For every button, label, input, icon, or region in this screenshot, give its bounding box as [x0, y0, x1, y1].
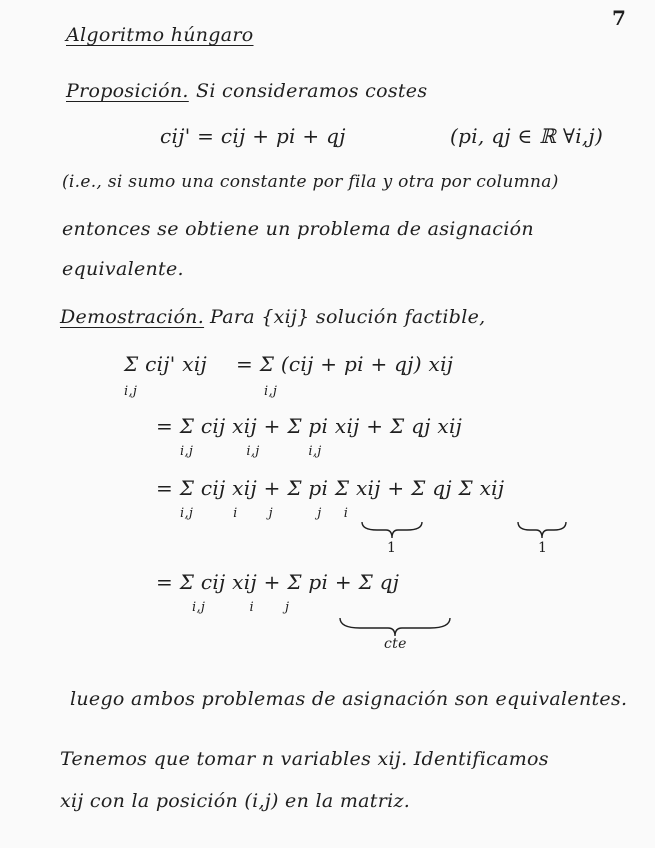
proof-eq2-subs: i,j i,j i,j: [180, 444, 322, 459]
proposition-line4: equivalente.: [62, 258, 184, 280]
proposition-line1: Si consideramos costes: [196, 80, 428, 102]
proof-eq1-rhs-sub: i,j: [264, 384, 278, 399]
brace-cte: cte: [384, 636, 407, 652]
brace-one-a: 1: [387, 540, 397, 556]
proof-label: Demostración.: [60, 306, 205, 328]
proposition-formula: cij' = cij + pi + qj: [160, 124, 346, 148]
brace-one-b: 1: [538, 540, 548, 556]
brace-constant: [340, 616, 450, 638]
proof-eq3-subs: i,j i j j i: [180, 506, 349, 521]
proof-eq1-lhs-sub: i,j: [124, 384, 138, 399]
proposition-line3: entonces se obtiene un problema de asignación: [62, 218, 534, 240]
conclusion-line2: Tenemos que tomar n variables xij. Identificamos: [60, 748, 549, 770]
proposition-condition: (pi, qj ∈ ℝ ∀i,j): [450, 124, 604, 148]
page-number: 7: [612, 6, 627, 30]
proof-eq2: = Σ cij xij + Σ pi xij + Σ qj xij: [156, 414, 463, 438]
proof-eq1-rhs: = Σ (cij + pi + qj) xij: [236, 352, 454, 376]
proof-intro: Para {xij} solución factible,: [210, 306, 486, 328]
brace-sum-j: [362, 520, 422, 540]
conclusion-line3: xij con la posición (i,j) en la matriz.: [60, 790, 411, 812]
proposition-label: Proposición.: [66, 80, 189, 102]
conclusion-line1: luego ambos problemas de asignación son equivalentes.: [70, 688, 628, 710]
proof-eq3: = Σ cij xij + Σ pi Σ xij + Σ qj Σ xij: [156, 476, 505, 500]
brace-sum-i: [518, 520, 566, 540]
proof-eq4: = Σ cij xij + Σ pi + Σ qj: [156, 570, 400, 594]
page-title: Algoritmo húngaro: [66, 24, 254, 46]
proposition-line2: (i.e., si sumo una constante por fila y otra por columna): [62, 172, 559, 192]
proof-eq1-lhs: Σ cij' xij: [124, 352, 208, 376]
proof-eq4-subs: i,j i j: [192, 600, 290, 615]
